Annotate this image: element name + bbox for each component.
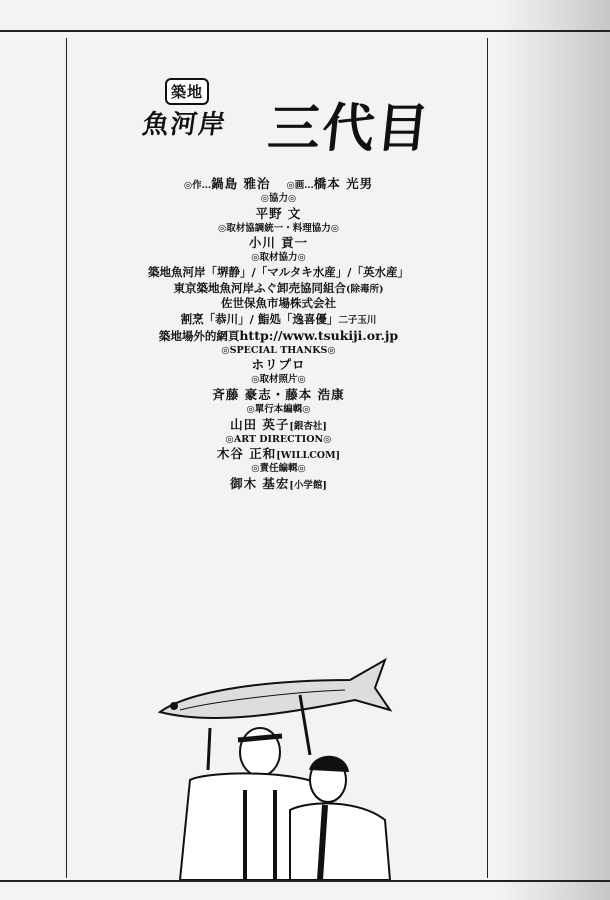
shuzai-line-1: 築地魚河岸「堺静」/「マルタキ水産」/「英水産」: [148, 265, 409, 280]
credits-section: [70, 176, 487, 493]
special-thanks-name: ホリプロ: [251, 357, 306, 373]
art-direction-company: [WILLCOM]: [276, 450, 341, 462]
shuzai-line-5: [70, 328, 487, 345]
shuzai-line-4-shop1: 恭川: [215, 311, 239, 326]
shuzai-line-4-post: 」: [326, 311, 339, 326]
tankobon-line: [70, 417, 487, 434]
sekinin-line: [70, 476, 487, 493]
shuzai-line-4-mid: 」/ 鮨処「: [238, 311, 293, 326]
shuzai-line-2-main: 東京築地魚河岸ふぐ卸売協同組合: [173, 280, 346, 295]
sekinin-company: [小学館]: [289, 480, 327, 492]
art-mark: ◎画…: [286, 180, 314, 191]
title-logo: [140, 78, 434, 159]
art-author: 橋本 光男: [313, 176, 374, 191]
shuzai-line-4-note: 二子玉川: [338, 314, 377, 326]
title-small-label: 築地: [165, 78, 209, 105]
bottom-border-line: [0, 880, 610, 882]
shuzai-line-4-shop2: 逸喜優: [292, 311, 327, 326]
website-url: http://www.tsukiji.or.jp: [239, 327, 399, 343]
sekinin-name: 御木 基宏: [230, 476, 290, 492]
shuzai-line-2: [70, 281, 487, 297]
fishmonger-illustration: [150, 640, 400, 880]
photo-name: 斉藤 豪志・藤本 浩康: [212, 387, 345, 403]
shuzai-kyoryoku-heading: ◎取材協力◎: [251, 252, 306, 264]
scan-shadow: [498, 0, 610, 900]
tankobon-name: 山田 英子: [230, 416, 290, 432]
top-border-line: [0, 30, 610, 32]
special-thanks-heading: ◎SPECIAL THANKS◎: [221, 344, 336, 356]
shuzai-line-3: 佐世保魚市場株式会社: [221, 296, 336, 311]
art-direction-line: [70, 446, 487, 463]
website-label: 築地場外的網頁: [158, 328, 240, 343]
shuzai-line-4-pre: 割烹「: [180, 311, 216, 326]
tankobon-company: [銀杏社]: [289, 420, 327, 432]
title-main-label: 三代目: [265, 98, 434, 159]
sekinin-heading: ◎責任編輯◎: [251, 463, 306, 475]
photo-heading: ◎取材照片◎: [251, 374, 306, 386]
art-direction-name: 木谷 正和: [216, 446, 277, 462]
kyoryoku-name: 平野 文: [255, 205, 302, 221]
shuzai-ryori-name: 小川 貢一: [248, 235, 309, 251]
art-direction-heading: ◎ART DIRECTION◎: [225, 433, 332, 445]
tankobon-heading: ◎單行本編輯◎: [246, 403, 311, 415]
authors-line: [70, 176, 487, 193]
kyoryoku-heading: ◎協力◎: [260, 192, 297, 204]
shuzai-ryori-heading: ◎取材協調統一・料理協力◎: [217, 222, 340, 234]
shuzai-line-2-note: (除毒所): [346, 283, 384, 295]
story-mark: ◎作…: [183, 180, 212, 191]
title-sub-label: 魚河岸: [140, 110, 229, 140]
story-author: 鍋島 雅治: [211, 176, 271, 191]
shuzai-line-4: [70, 312, 487, 328]
